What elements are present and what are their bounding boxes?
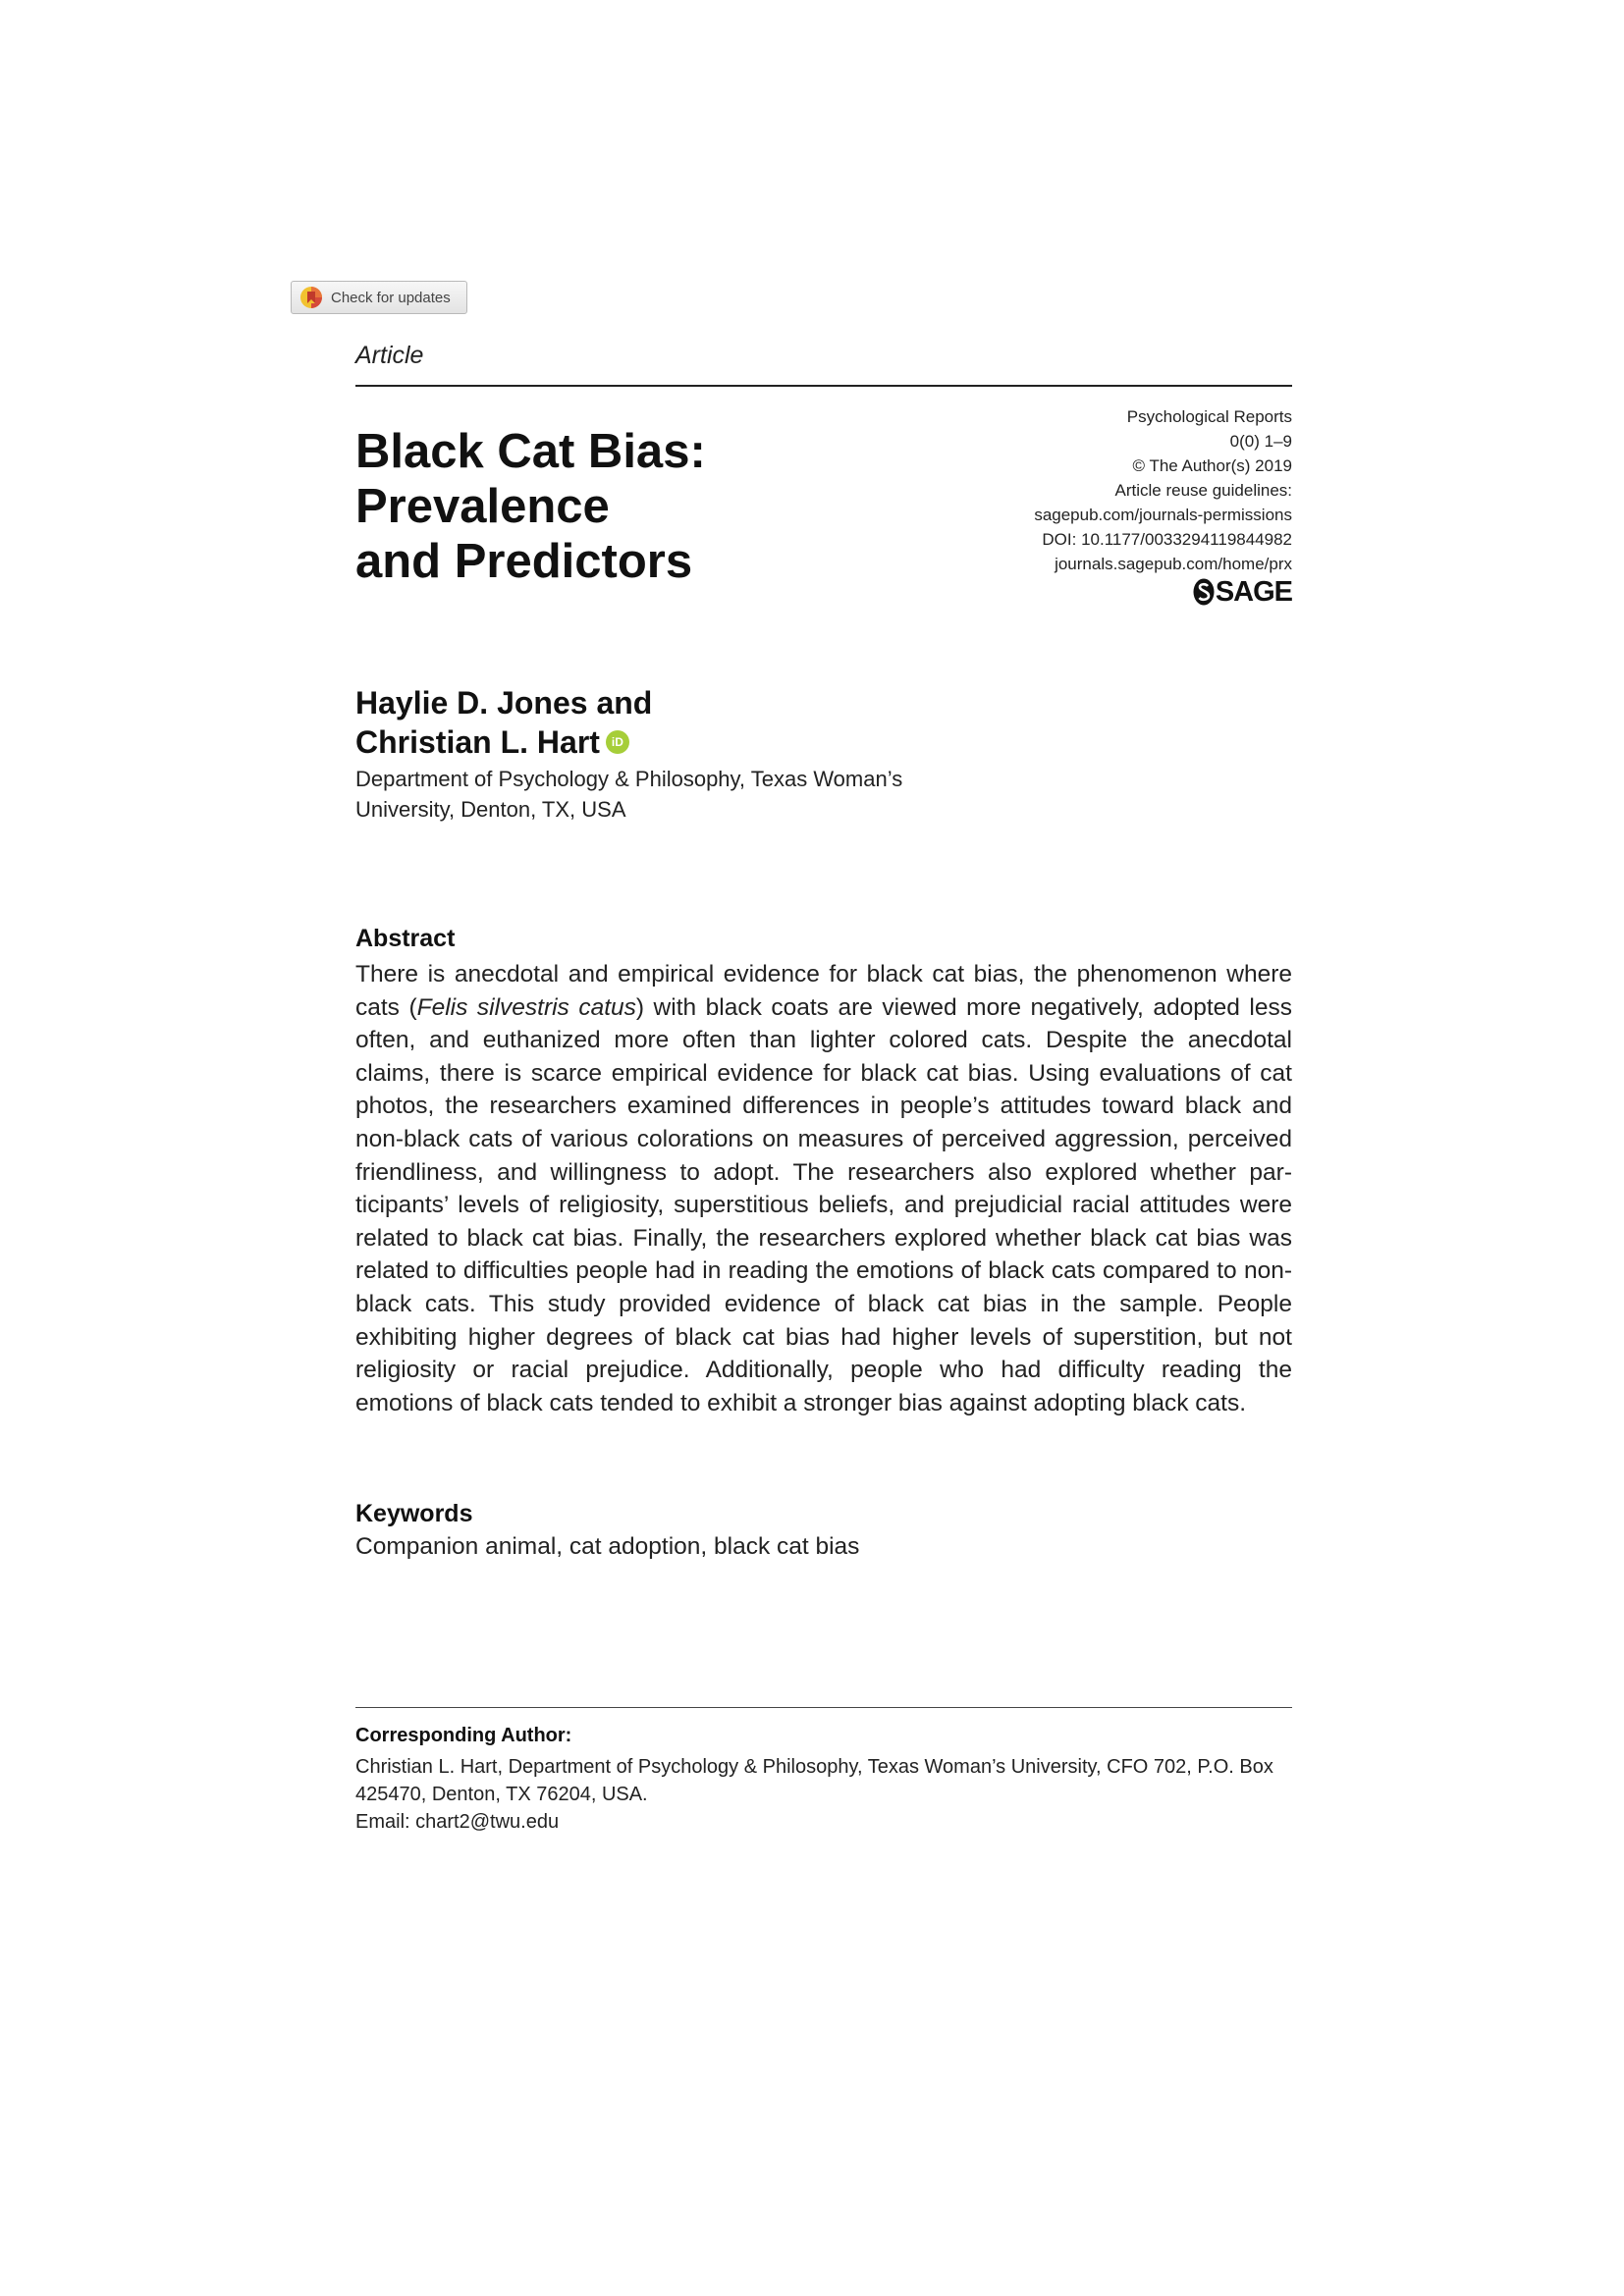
author-affiliation	[355, 764, 902, 825]
check-for-updates-label: Check for updates	[331, 289, 451, 306]
author-line-2	[355, 722, 652, 762]
journal-reuse-label: Article reuse guidelines:	[1114, 481, 1292, 500]
title-line-1: Black Cat Bias:	[355, 425, 706, 478]
corresponding-author-line-1: Christian L. Hart, Department of Psychology & Philosophy, Texas Woman’s University, CFO 702, P.O. Box	[355, 1756, 1273, 1778]
abstract-text-part-1: There is anecdotal and empirical evidence for black cat bias, the phenomenon where cats (	[355, 961, 1292, 1021]
orcid-icon[interactable]: iD	[606, 730, 629, 754]
abstract-species-name: Felis silvestris catus	[416, 993, 636, 1021]
title-line-3: and Predictors	[355, 535, 693, 588]
check-for-updates-button[interactable]	[291, 281, 467, 314]
journal-permissions-link[interactable]: sagepub.com/journals-permissions	[1034, 506, 1292, 524]
corresponding-author-email[interactable]: Email: chart2@twu.edu	[355, 1811, 560, 1833]
keywords-heading: Keywords	[355, 1500, 473, 1527]
abstract-text-part-2: ) with black coats are viewed more negatively, adopted less often, and euthanized more often than lighter colored cats. Despite the anecdotal claims, there is scarce empirical evidence for black cat bias. Using evaluations of cat photos, the researchers examined differences in people’s attitudes toward black and non-black cats of various colorations on measures of perceived aggression, perceived friendliness, and willingness to adopt. The researchers also explored whether participants’ levels of religiosity, superstitious beliefs, and prejudicial racial attitudes were related to black cat bias. Finally, the researchers explored whether black cat bias was related to difficulties people had in reading the emotions of black cats compared to non-black cats. This study provided evidence of black cat bias in the sample. People exhibiting higher degrees of black cat bias had higher levels of superstition, but not religiosity or racial prejudice. Additionally, people who had difficulty reading the emotions of black cats tended to exhibit a stronger bias against adopting black cats.	[355, 993, 1292, 1416]
journal-name: Psychological Reports	[1126, 407, 1292, 426]
page-title	[355, 424, 866, 589]
abstract-heading: Abstract	[355, 925, 456, 952]
journal-volume: 0(0) 1–9	[1229, 432, 1292, 451]
sage-logo-text: SAGE	[1215, 575, 1292, 608]
article-type-label: Article	[355, 342, 424, 369]
corresponding-author-details	[355, 1753, 1292, 1836]
journal-doi[interactable]: DOI: 10.1177/0033294119844982	[1042, 530, 1292, 549]
author-name-hart: Christian L. Hart	[355, 724, 600, 760]
header-rule	[355, 385, 1292, 387]
journal-home-link[interactable]: journals.sagepub.com/home/prx	[1055, 555, 1292, 573]
affiliation-line-2: University, Denton, TX, USA	[355, 797, 626, 822]
sage-mark-icon	[1193, 578, 1215, 606]
corresponding-author-heading: Corresponding Author:	[355, 1725, 572, 1746]
abstract-text	[355, 958, 1292, 1419]
affiliation-line-1: Department of Psychology & Philosophy, Texas Woman’s	[355, 767, 903, 791]
corresponding-author-line-2: 425470, Denton, TX 76204, USA.	[355, 1784, 648, 1805]
journal-copyright: © The Author(s) 2019	[1132, 456, 1292, 475]
footnote-rule	[355, 1707, 1292, 1708]
check-for-updates-icon	[299, 286, 323, 309]
keywords-text: Companion animal, cat adoption, black cat bias	[355, 1533, 860, 1560]
journal-info	[958, 404, 1292, 613]
author-line-1: Haylie D. Jones and	[355, 685, 653, 721]
author-list	[355, 683, 652, 762]
title-line-2: Prevalence	[355, 480, 610, 533]
sage-logo	[1193, 575, 1292, 608]
